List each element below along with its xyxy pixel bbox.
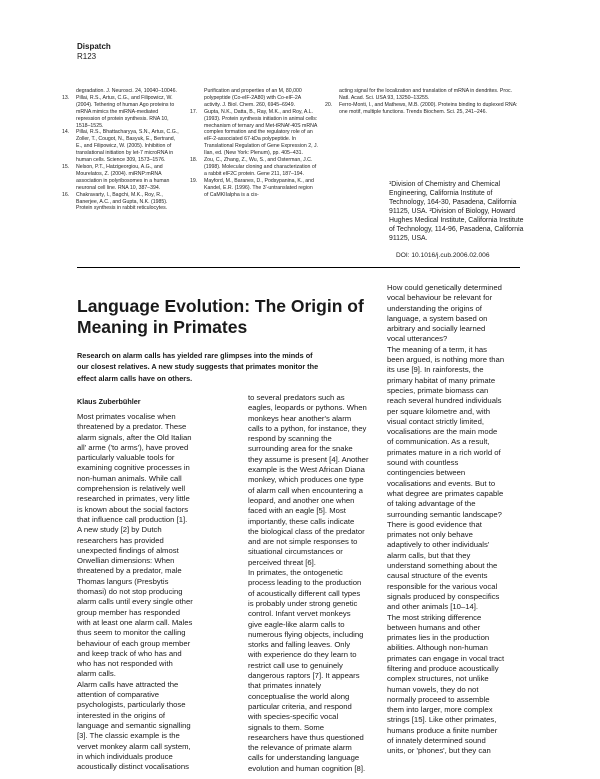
body-line: primates mature in a rich world of xyxy=(387,447,501,457)
section-divider xyxy=(77,267,520,268)
reference-entry xyxy=(62,192,182,213)
title-line: Meaning in Primates xyxy=(77,317,248,337)
body-line: interested in the origins of xyxy=(77,710,166,720)
body-line: Most primates vocalise when xyxy=(77,412,176,421)
lead-line: Research on alarm calls has yielded rare glimpses into the minds of xyxy=(77,351,313,360)
body-line: vocal behaviour be relevant for xyxy=(387,293,493,303)
body-line: alarm calls, but that they xyxy=(387,550,471,560)
reference-entry xyxy=(190,178,318,199)
body-line: storks and falling leaves. Only xyxy=(248,640,351,650)
body-line: restrict call use to genuinely xyxy=(248,660,343,670)
body-line: researched in primates, very little xyxy=(77,494,190,504)
body-column-1 xyxy=(77,412,193,772)
references-column-3 xyxy=(325,88,520,116)
body-line: [3]. The classic example is the xyxy=(77,731,180,741)
body-line: of taking advantage of the xyxy=(387,499,476,509)
reference-number: 20. xyxy=(325,101,333,108)
body-line: of alarm call when encountering a xyxy=(248,485,363,495)
body-line: with species-specific vocal xyxy=(248,712,339,722)
reference-number: 13. xyxy=(62,94,70,101)
reference-text: Gupta, N.K., Datta, B., Ray, M.K., and Roy, A.L. (1993). Protein synthesis initiation in animal cells: mechanism of ternary and Met-tRNAf·40S mRNA complex formation and the regulatory role of an eIF-2-associated 67-kDa polypeptide. In Translational Regulation of Gene Expression 2, J. Ilan, ed. (New York: Plenum), pp. 405–431. xyxy=(204,108,318,157)
body-line: examining cognitive processes in xyxy=(77,463,190,473)
body-line: adaptively to other individuals' xyxy=(387,540,490,550)
body-line: comprehension is relatively well xyxy=(77,484,186,494)
body-line: that influence call production [1]. xyxy=(77,514,188,524)
body-line: Thomas langurs (Presbytis xyxy=(77,576,169,586)
body-line: conceptualise the world along xyxy=(248,691,350,701)
body-line: primates can engage in vocal tract xyxy=(387,653,505,663)
body-line: behaviour of each group member xyxy=(77,638,191,648)
body-line: all' arme ('to arms'), have proved xyxy=(77,442,189,452)
reference-number: 16. xyxy=(62,191,70,198)
author-affiliation: ¹Division of Chemistry and Chemical Engineering, California Institute of Technology, 164-30, Pasadena, California 91125, USA. ²Division of Biology, Howard Hughes Medical Institute, California Institute of Technology, 114-96, Pasadena, California 91125, USA. xyxy=(389,181,524,242)
body-line: vocal utterances? xyxy=(387,334,448,344)
body-line: threatened by a predator. These xyxy=(77,422,187,432)
references-column-2 xyxy=(190,88,318,199)
reference-entry xyxy=(62,95,182,130)
body-line: causal structure of the events xyxy=(387,571,488,581)
body-line: respond by scanning the xyxy=(248,434,332,444)
body-line: alarm calls until every single other xyxy=(77,597,193,607)
body-line: alarm calls. xyxy=(77,669,116,679)
body-line: with at least one alarm call. Males xyxy=(77,617,193,627)
body-line: between humans and other xyxy=(387,622,481,632)
body-line: control. Infant vervet monkeys xyxy=(248,609,351,619)
author-name: Klaus Zuberbühler xyxy=(77,397,141,406)
article-lead xyxy=(77,350,367,384)
body-line: and keep track of who has and xyxy=(77,648,182,658)
article-title xyxy=(77,296,407,338)
reference-number: 19. xyxy=(190,177,198,184)
body-line: psychologists, particularly those xyxy=(77,700,186,710)
body-line: unexpected findings of almost xyxy=(77,545,179,555)
body-line: particular criteria, and respond xyxy=(248,701,352,711)
body-line: to several predators such as xyxy=(248,393,345,402)
reference-text: Pillai, R.S., Bhattacharyya, S.N., Artus, C.G., Zoller, T., Cougot, N., Basyuk, E., Bertrand, E., and Filipowicz, W. (2005). Inhibition of translational initiation by let-7 microRNA in human cells. Science 309, 1573–1576. xyxy=(76,129,179,164)
body-line: units, or 'phones', but they can xyxy=(387,746,491,756)
body-line: strings [15]. Like other primates, xyxy=(387,715,497,725)
body-line: vocalisations and events. But to xyxy=(387,478,496,488)
reference-text: Mayford, M., Baranes, D., Podsypanina, K., and Kandel, E.R. (1996). The 3'-untranslated region of CaMKIIalpha is a cis- xyxy=(204,177,314,198)
body-line: calls to a python, for instance, they xyxy=(248,423,367,433)
body-line: surrounding area for the snake xyxy=(248,444,353,454)
body-line: contingencies between xyxy=(387,468,466,478)
doi: DOI: 10.1016/j.cub.2006.02.006 xyxy=(396,252,490,259)
body-line: filtering and produce acoustically xyxy=(387,663,499,673)
body-line: group member has responded xyxy=(77,607,180,617)
reference-entry xyxy=(62,164,182,192)
body-line: abilities. Although non-human xyxy=(387,643,488,653)
section-label: Dispatch xyxy=(77,42,111,51)
body-line: The most striking difference xyxy=(387,612,482,622)
body-line: humans produce a finite number xyxy=(387,725,498,735)
reference-number: 18. xyxy=(190,157,198,164)
lead-line: effect alarm calls have on others. xyxy=(77,373,193,383)
body-line: the relevance of primate alarm xyxy=(248,743,352,753)
body-line: species, primate biomass can xyxy=(387,385,489,395)
reference-number: 14. xyxy=(62,129,70,136)
body-line: understanding the origins of xyxy=(387,303,482,313)
body-line: surrounding semantic landscape? xyxy=(387,509,502,519)
body-line: situational circumstances or xyxy=(248,547,343,557)
body-line: researchers have thus questioned xyxy=(248,732,364,742)
body-line: that primates innately xyxy=(248,681,322,691)
body-line: of innately determined sound xyxy=(387,736,486,746)
body-line: in which individuals produce xyxy=(77,751,173,761)
body-line: researchers has provided xyxy=(77,535,164,545)
body-line: non-human animals. While call xyxy=(77,473,182,483)
body-line: of communication. As a result, xyxy=(387,437,490,447)
reference-text: Ferro-Monti, I., and Mathews, M.B. (2000). Proteins binding to duplexed RNA: one motif, multiple functions. Trends Biochem. Sci. 25, 241–246. xyxy=(339,101,518,115)
body-line: perceived threat [6]. xyxy=(248,557,316,567)
body-line: understand something about the xyxy=(387,561,498,571)
reference-text: acting signal for the localization and translation of mRNA in dendrites. Proc. Natl. Acad. Sci. USA 93, 13250–13255. xyxy=(339,88,513,101)
references-column-1 xyxy=(62,88,182,212)
body-line: eagles, leopards or pythons. When xyxy=(248,403,367,413)
body-line: signals produced by conspecifics xyxy=(387,591,500,601)
reference-number: 17. xyxy=(190,108,198,115)
body-line: language and semantic signalling xyxy=(77,720,191,730)
body-line: evolution and human cognition [8]. xyxy=(248,763,366,773)
body-line: arbitrary and socially learned xyxy=(387,324,486,334)
body-line: what degree are primates capable xyxy=(387,488,504,498)
body-line: A new study [2] by Dutch xyxy=(77,525,162,535)
reference-entry xyxy=(62,129,182,164)
reference-number: 15. xyxy=(62,163,70,170)
body-line: dangerous raptors [7]. It appears xyxy=(248,671,360,681)
body-line: normally proceed to assemble xyxy=(387,694,490,704)
body-line: language, a system based on xyxy=(387,313,488,323)
body-line: primates lies in the production xyxy=(387,633,490,643)
body-line: leopard, and another one when xyxy=(248,495,355,505)
body-line: is probably under strong genetic xyxy=(248,598,358,608)
body-column-3 xyxy=(387,283,504,757)
title-line: Language Evolution: The Origin of xyxy=(77,296,364,316)
body-line: thomasi) do not stop producing xyxy=(77,587,183,597)
reference-entry xyxy=(325,88,520,102)
body-line: How could genetically determined xyxy=(387,283,502,292)
body-line: reach several hundred individuals xyxy=(387,396,502,406)
body-line: sound with countless xyxy=(387,458,459,468)
reference-entry xyxy=(190,109,318,157)
body-line: importantly, these calls indicate xyxy=(248,516,355,526)
body-line: signals to them. Some xyxy=(248,722,325,732)
body-line: Orwellian dimensions: When xyxy=(77,556,175,566)
body-line: Alarm calls have attracted the xyxy=(77,679,179,689)
reference-text: Nelson, P.T., Hatzigeorgiou, A.G., and Mourelatos, Z. (2004). miRNP:mRNA association in polyribosomes in a human neuronal cell line. RNA 10, 387–394. xyxy=(76,163,170,191)
reference-text: degradation. J. Neurosci. 24, 10040–10046. xyxy=(76,88,177,94)
reference-text: Chakravarty, I., Bagchi, M.K., Roy, R., Banerjee, A.C., and Gupta, N.K. (1985). Protein synthesis in rabbit reticulocytes. xyxy=(76,191,168,212)
body-line: with experience do they learn to xyxy=(248,650,357,660)
body-line: they assume is present [4]. Another xyxy=(248,454,369,464)
body-line: the biological class of the predator xyxy=(248,526,365,536)
body-line: faced with an eagle [5]. Most xyxy=(248,506,346,516)
body-line: been argued, is nothing more than xyxy=(387,355,505,365)
body-line: particularly valuable tools for xyxy=(77,453,175,463)
reference-text: Pillai, R.S., Artus, C.G., and Filipowicz, W. (2004). Tethering of human Ago proteins to mRNA mimics the miRNA-mediated repression of protein synthesis. RNA 10, 1518–1525. xyxy=(76,94,175,129)
body-line: threatened by a predator, male xyxy=(77,566,182,576)
body-line: attention of comparative xyxy=(77,690,160,700)
page-header xyxy=(77,42,111,62)
body-line: example is the West African Diana xyxy=(248,465,365,475)
body-line: of acoustically different call types xyxy=(248,588,361,598)
body-line: calls for understanding language xyxy=(248,753,360,763)
reference-entry xyxy=(190,157,318,178)
body-line: responsible for the various vocal xyxy=(387,581,498,591)
body-line: In primates, the ontogenetic xyxy=(248,568,343,578)
body-line: complex structures, not unlike xyxy=(387,674,489,684)
reference-text: Purification and properties of an M, 80,000 polypeptide (Co-eIF-2A80) with Co-eIF-2A activity. J. Biol. Chem. 260, 6945–6949. xyxy=(204,88,302,108)
body-line: monkey, which produces one type xyxy=(248,475,364,485)
body-line: monkeys hear another's alarm xyxy=(248,413,352,423)
body-line: human vowels, they do not xyxy=(387,684,479,694)
reference-entry xyxy=(190,88,318,109)
body-line: acoustically distinct vocalisations xyxy=(77,762,189,772)
body-column-2 xyxy=(248,393,369,774)
body-line: There is good evidence that xyxy=(387,519,482,529)
reference-entry xyxy=(62,88,182,95)
body-line: per square kilometre and, with xyxy=(387,406,490,416)
body-line: and are not simple responses to xyxy=(248,537,358,547)
reference-text: Zou, C., Zhang, Z., Wu, S., and Osterman, J.C. (1998). Molecular cloning and characterization of a rabbit eIF2C protein. Gene 211, 187–194. xyxy=(204,157,317,177)
page-number: R123 xyxy=(77,52,97,61)
body-line: primates not only behave xyxy=(387,530,473,540)
body-line: give eagle-like alarm calls to xyxy=(248,619,345,629)
body-line: alarm signals, after the Old Italian xyxy=(77,432,192,442)
body-line: thus seem to monitor the calling xyxy=(77,628,186,638)
body-line: its use [9]. In rainforests, the xyxy=(387,365,484,375)
body-line: them into larger, more complex xyxy=(387,705,493,715)
reference-entry xyxy=(325,102,520,116)
body-line: The meaning of a term, it has xyxy=(387,344,487,354)
body-line: process leading to the production xyxy=(248,578,362,588)
body-line: is known about the social factors xyxy=(77,504,189,514)
body-line: vervet monkey alarm call system, xyxy=(77,741,191,751)
body-line: numerous flying objects, including xyxy=(248,629,364,639)
body-line: visual contact strictly limited, xyxy=(387,416,484,426)
body-line: primary habitat of many primate xyxy=(387,375,496,385)
body-line: who has not responded with xyxy=(77,659,173,669)
body-line: vocalisations are the main mode xyxy=(387,427,498,437)
lead-line: our closest relatives. A new study suggests that primates monitor the xyxy=(77,362,319,372)
body-line: and other animals [10–14]. xyxy=(387,602,479,612)
